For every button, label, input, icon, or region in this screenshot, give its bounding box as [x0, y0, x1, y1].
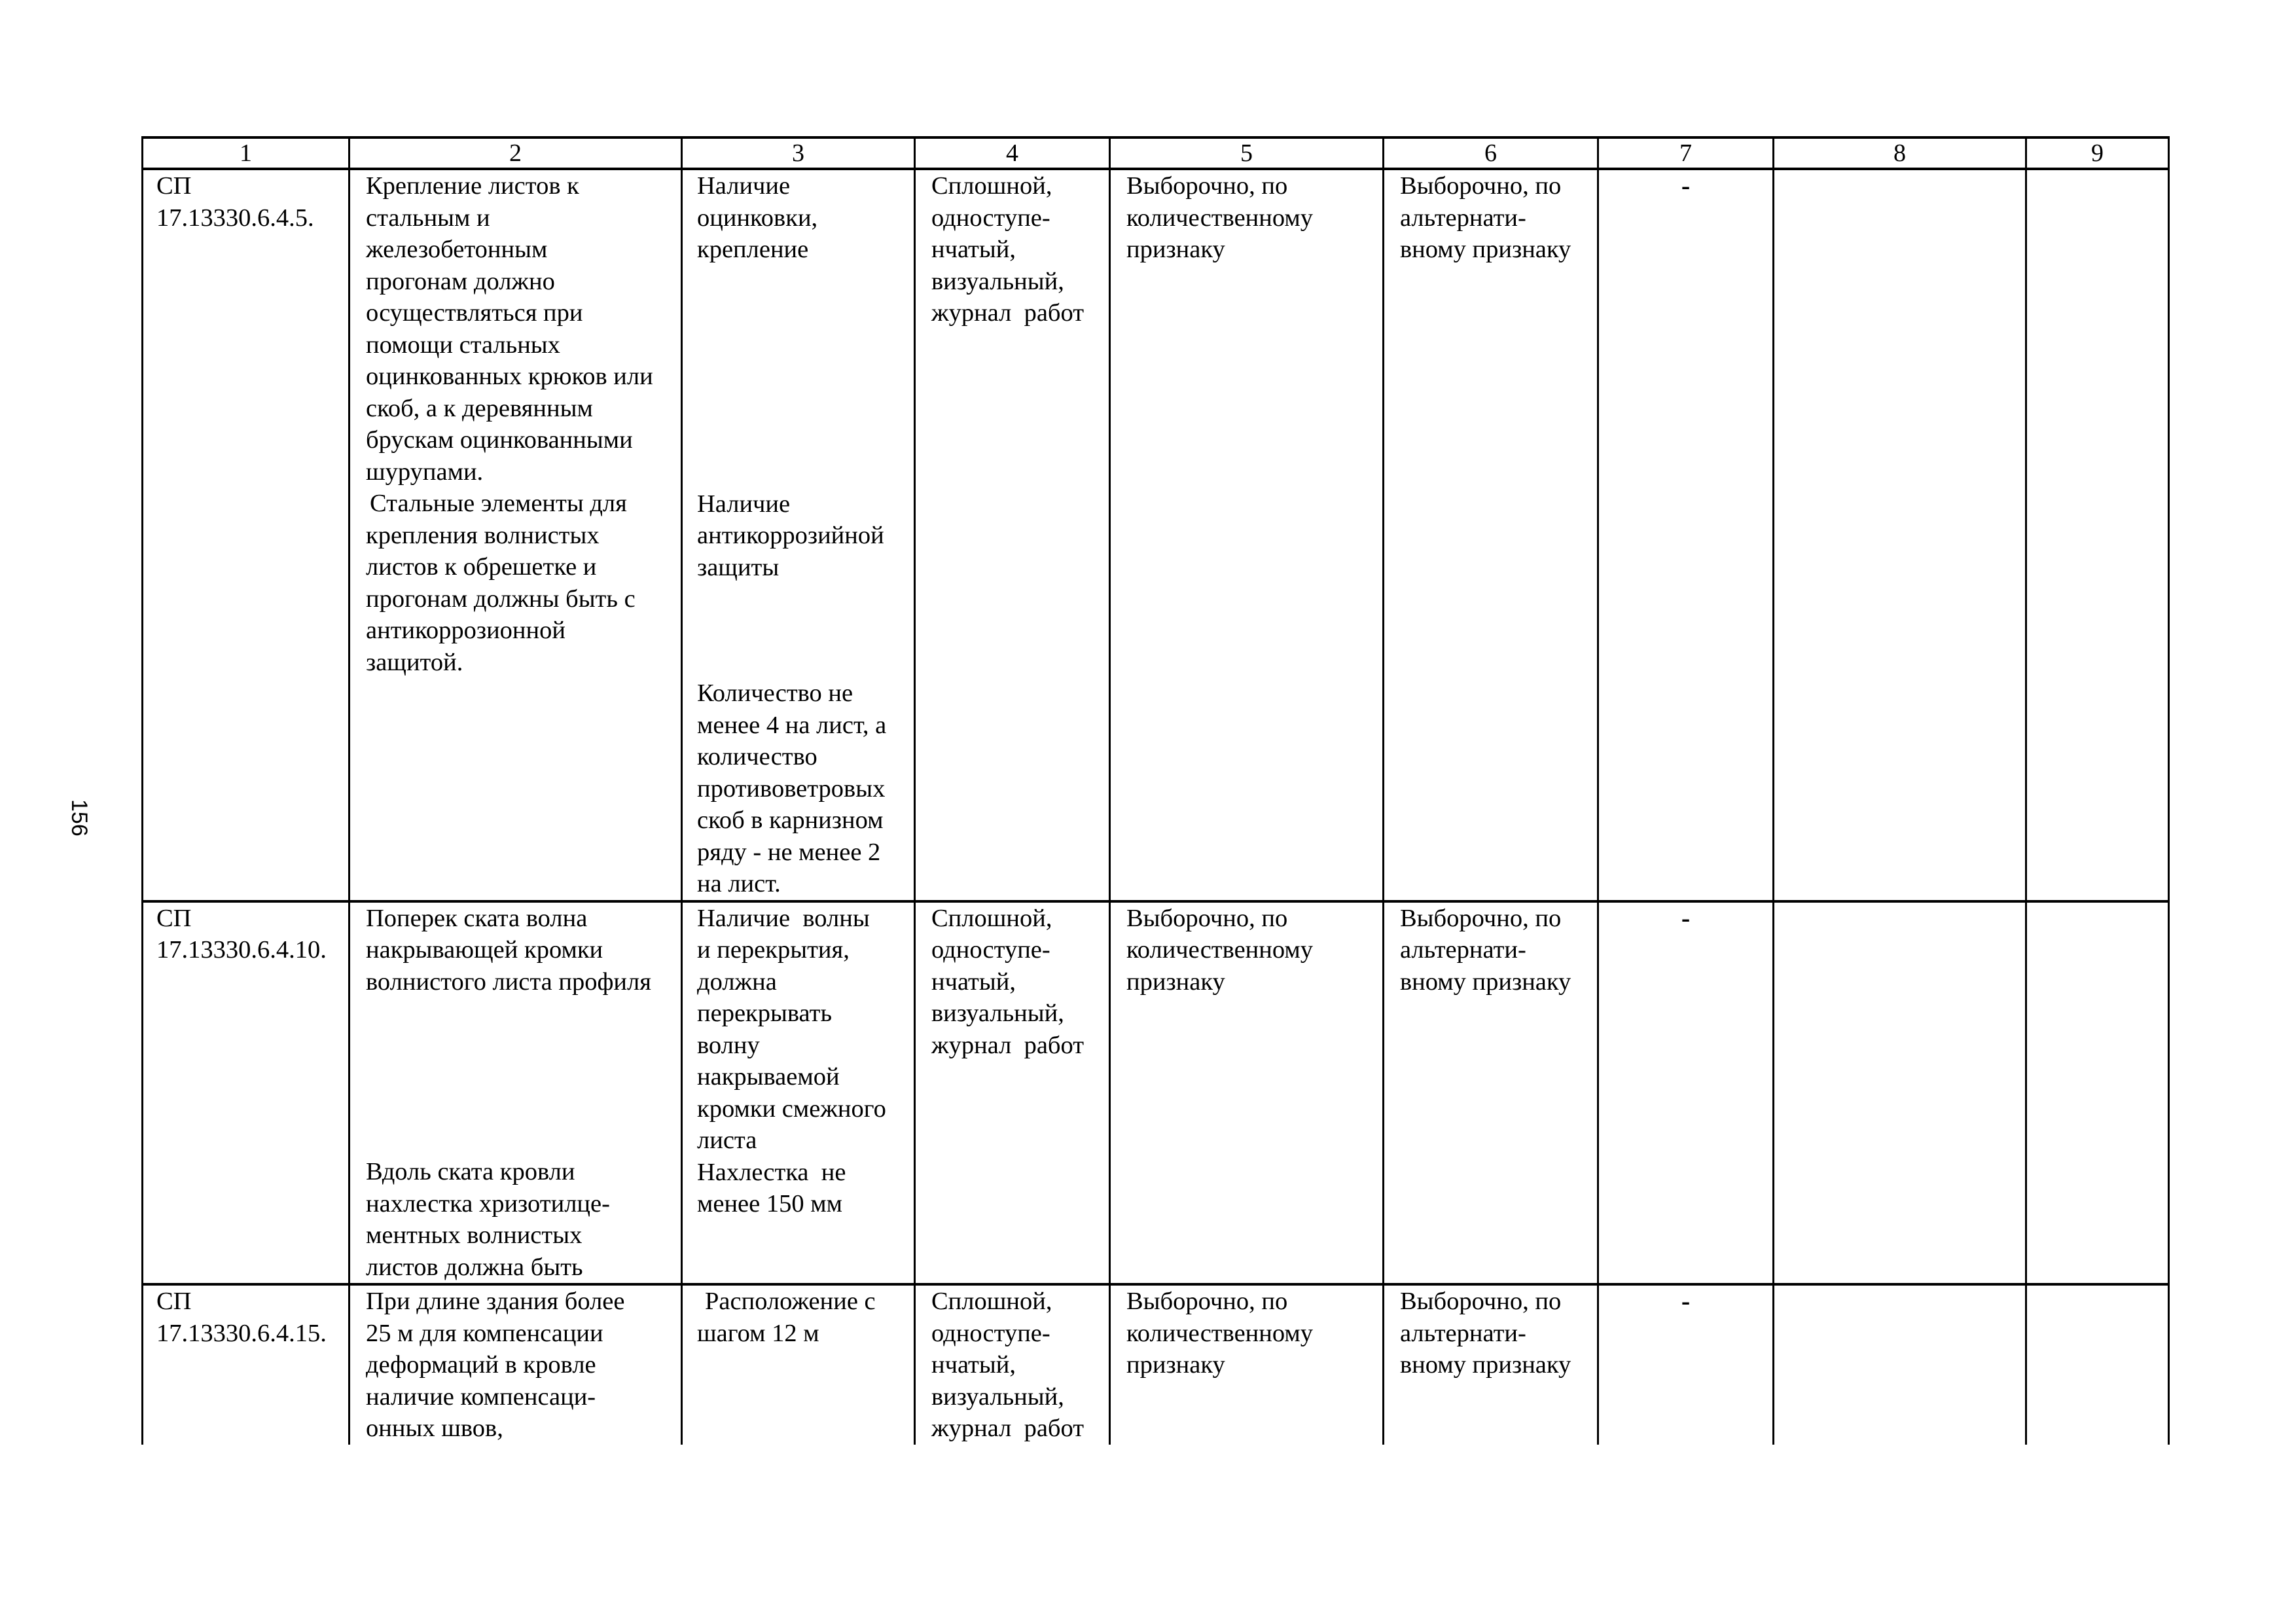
method-line: визуальный, [931, 1000, 1064, 1027]
evaluation-cell [1384, 169, 1598, 901]
evaluation-line: Выборочно, по [1400, 172, 1562, 200]
evaluation-line: Выборочно, по [1400, 1288, 1562, 1315]
evaluation-line: вному признаку [1400, 967, 1571, 996]
parameter-line: менее 4 на лист, а [697, 711, 887, 739]
sampling-cell [1110, 901, 1384, 1285]
requirement-line: шурупами. [366, 458, 484, 486]
column-number-3: 3 [682, 137, 915, 169]
requirement-line: скоб, а к деревянным [366, 394, 593, 422]
evaluation-line: альтернати- [1400, 204, 1526, 232]
norm-reference-cell [143, 901, 350, 1285]
control-method-cell [915, 901, 1110, 1285]
requirement-line: прогонам должно [366, 267, 555, 295]
method-line: журнал работ [931, 299, 1085, 327]
control-parameter-cell [682, 901, 915, 1285]
dash-mark: - [1681, 1286, 1691, 1316]
requirement-line: защитой. [366, 648, 463, 676]
parameter-line: волну [697, 1031, 760, 1059]
requirement-line: накрывающей кромки [366, 936, 603, 964]
evaluation-line: Выборочно, по [1400, 904, 1562, 932]
requirement-cell [350, 1284, 682, 1445]
sampling-line: признаку [1126, 1351, 1225, 1379]
control-method-cell [915, 1284, 1110, 1445]
parameter-line: защиты [697, 553, 780, 581]
parameter-line: Количество не [697, 679, 853, 707]
parameter-line: кромки смежного [697, 1094, 886, 1123]
parameter-line: и перекрытия, [697, 936, 850, 964]
requirement-line: нахлестка хризотилце- [366, 1189, 610, 1218]
method-line: нчатый, [931, 236, 1016, 263]
page-number: 156 [67, 799, 92, 837]
parameter-line: менее 150 мм [697, 1190, 842, 1218]
parameter-line: ряду - не менее 2 [697, 838, 881, 866]
method-line: Сплошной, [931, 1288, 1052, 1315]
column-number-6: 6 [1384, 137, 1598, 169]
column-number-5: 5 [1110, 137, 1384, 169]
requirement-line: стальным и [366, 204, 490, 232]
method-line: визуальный, [931, 267, 1064, 295]
requirement-line: онных швов, [366, 1415, 503, 1442]
requirement-line: помощи стальных [366, 331, 560, 359]
table-row [143, 1284, 2169, 1445]
sampling-line: количественному [1126, 1319, 1314, 1347]
norm-reference-line: СП [156, 172, 192, 200]
parameter-line: оцинковки, [697, 204, 818, 232]
column-number-8: 8 [1774, 137, 2026, 169]
column-number-1: 1 [143, 137, 350, 169]
requirement-line: Стальные элементы для [370, 490, 627, 517]
dash-mark: - [1681, 171, 1691, 200]
evaluation-line: альтернати- [1400, 936, 1526, 964]
requirement-cell [350, 169, 682, 901]
method-line: одноступе- [931, 1319, 1050, 1347]
parameter-line: скоб в карнизном [697, 806, 884, 834]
norm-reference-line: 17.13330.6.4.5. [156, 204, 314, 232]
sampling-line: Выборочно, по [1126, 1288, 1288, 1315]
method-line: журнал работ [931, 1415, 1085, 1442]
column-8-cell [1774, 1284, 2026, 1445]
parameter-line: крепление [697, 236, 809, 263]
evaluation-line: вному признаку [1400, 1351, 1571, 1379]
dash-mark: - [1681, 903, 1691, 933]
parameter-line: противоветровых [697, 774, 886, 803]
column-9-cell [2026, 169, 2169, 901]
inspection-table [141, 136, 2170, 1445]
requirement-line: оцинкованных крюков или [366, 363, 653, 390]
parameter-line: Расположение с [705, 1288, 876, 1315]
requirement-line: При длине здания более [366, 1288, 625, 1315]
column-number-4: 4 [915, 137, 1110, 169]
requirement-line: волнистого листа профиля [366, 967, 651, 996]
requirement-line: ментных волнистых [366, 1221, 583, 1249]
sampling-cell [1110, 1284, 1384, 1445]
parameter-line: антикоррозийной [697, 522, 884, 549]
control-method-cell [915, 169, 1110, 901]
column-9-cell [2026, 901, 2169, 1285]
requirement-line: крепления волнистых [366, 521, 600, 549]
control-parameter-cell [682, 169, 915, 901]
requirement-line: осуществляться при [366, 299, 583, 327]
requirement-line: брускам оцинкованными [366, 426, 633, 454]
parameter-line: Нахлестка не [697, 1158, 846, 1186]
requirement-line: Крепление листов к [366, 172, 579, 200]
parameter-line: Наличие [697, 172, 791, 200]
column-7-cell [1598, 901, 1774, 1285]
column-8-cell [1774, 169, 2026, 901]
parameter-line: Наличие волны [697, 904, 870, 932]
table-row [143, 901, 2169, 1285]
requirement-line: 25 м для компенсации [366, 1319, 603, 1347]
method-line: Сплошной, [931, 904, 1052, 932]
requirement-line: прогонам должны быть с [366, 585, 636, 613]
parameter-line: перекрывать [697, 1000, 832, 1027]
parameter-line: Наличие [697, 490, 791, 518]
method-line: Сплошной, [931, 172, 1052, 200]
requirement-line: Вдоль ската кровли [366, 1158, 575, 1185]
norm-reference-line: СП [156, 1288, 192, 1315]
requirement-line: наличие компенсаци- [366, 1382, 596, 1411]
column-number-9: 9 [2026, 137, 2169, 169]
evaluation-line: альтернати- [1400, 1319, 1526, 1347]
column-8-cell [1774, 901, 2026, 1285]
method-line: одноступе- [931, 204, 1050, 232]
requirement-line: железобетонным [366, 236, 548, 263]
requirement-line: деформаций в кровле [366, 1351, 596, 1379]
method-line: нчатый, [931, 1351, 1016, 1379]
evaluation-cell [1384, 901, 1598, 1285]
norm-reference-line: 17.13330.6.4.15. [156, 1319, 327, 1347]
norm-reference-line: 17.13330.6.4.10. [156, 936, 327, 964]
sampling-line: признаку [1126, 236, 1225, 263]
norm-reference-cell [143, 169, 350, 901]
method-line: визуальный, [931, 1382, 1064, 1411]
sampling-cell [1110, 169, 1384, 901]
table-row [143, 169, 2169, 901]
requirement-cell [350, 901, 682, 1285]
parameter-line: количество [697, 743, 817, 770]
sampling-line: признаку [1126, 967, 1225, 996]
sampling-line: Выборочно, по [1126, 904, 1288, 932]
parameter-line: листа [697, 1127, 757, 1154]
column-7-cell [1598, 169, 1774, 901]
sampling-line: количественному [1126, 204, 1314, 232]
control-parameter-cell [682, 1284, 915, 1445]
method-line: одноступе- [931, 936, 1050, 964]
sampling-line: Выборочно, по [1126, 172, 1288, 200]
requirement-line: листов к обрешетке и [366, 553, 597, 581]
column-7-cell [1598, 1284, 1774, 1445]
requirement-line: листов должна быть [366, 1253, 583, 1281]
column-number-2: 2 [350, 137, 682, 169]
parameter-line: на лист. [697, 870, 781, 897]
parameter-line: должна [697, 967, 777, 996]
evaluation-cell [1384, 1284, 1598, 1445]
evaluation-line: вному признаку [1400, 236, 1571, 263]
sampling-line: количественному [1126, 936, 1314, 964]
column-number-7: 7 [1598, 137, 1774, 169]
column-number-row [143, 137, 2169, 169]
norm-reference-line: СП [156, 904, 192, 932]
norm-reference-cell [143, 1284, 350, 1445]
column-9-cell [2026, 1284, 2169, 1445]
requirement-line: Поперек ската волна [366, 904, 588, 932]
requirement-line: антикоррозионной [366, 617, 565, 644]
parameter-line: шагом 12 м [697, 1319, 819, 1347]
method-line: нчатый, [931, 967, 1016, 996]
parameter-line: накрываемой [697, 1063, 840, 1091]
method-line: журнал работ [931, 1031, 1085, 1059]
